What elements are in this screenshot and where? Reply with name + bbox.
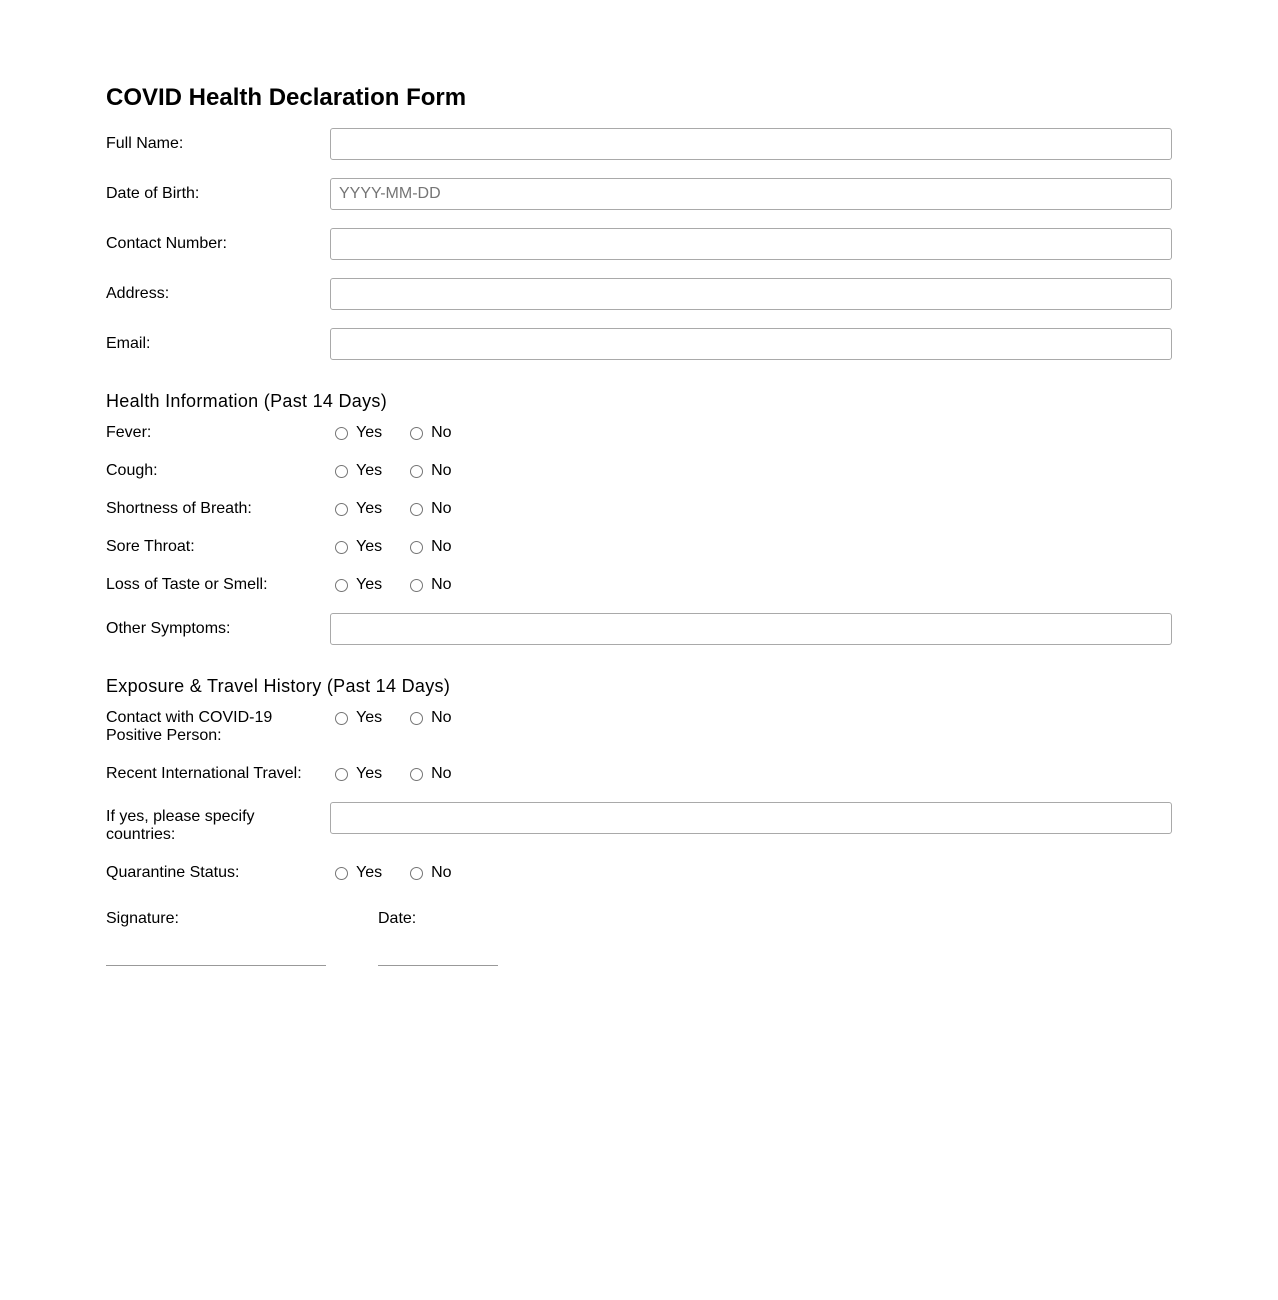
address-label: Address: <box>106 285 170 302</box>
covid-contact-row <box>106 709 1172 745</box>
signature-line[interactable] <box>106 965 326 966</box>
health-section-heading: Health Information (Past 14 Days) <box>106 391 388 411</box>
sore-throat-label: Sore Throat: <box>106 538 195 555</box>
sore-throat-row <box>106 538 1172 556</box>
option-label: No <box>431 538 452 555</box>
sore-throat-no-option[interactable] <box>410 538 451 556</box>
dob-row <box>106 178 1172 210</box>
label-line: countries: <box>106 826 176 843</box>
option-label: No <box>431 576 452 593</box>
loss-of-taste-label: Loss of Taste or Smell: <box>106 576 268 593</box>
address-input[interactable] <box>330 278 1172 310</box>
international-travel-no-option[interactable] <box>410 765 451 783</box>
option-label: Yes <box>356 709 383 726</box>
radio-button[interactable] <box>335 768 348 781</box>
radio-button[interactable] <box>335 579 348 592</box>
radio-button[interactable] <box>410 503 423 516</box>
cough-label: Cough: <box>106 462 158 479</box>
quarantine-row <box>106 864 1172 882</box>
covid-contact-label <box>106 709 330 745</box>
international-travel-radio-group <box>335 765 480 783</box>
email-row <box>106 328 1172 360</box>
option-label: Yes <box>356 462 383 479</box>
radio-button[interactable] <box>410 867 423 880</box>
dob-label: Date of Birth: <box>106 185 200 202</box>
radio-button[interactable] <box>410 712 423 725</box>
sore-throat-yes-option[interactable] <box>335 538 382 556</box>
email-label: Email: <box>106 335 151 352</box>
radio-button[interactable] <box>335 465 348 478</box>
contact-number-label: Contact Number: <box>106 235 227 252</box>
shortness-of-breath-label: Shortness of Breath: <box>106 500 252 517</box>
shortness-of-breath-no-option[interactable] <box>410 500 451 518</box>
quarantine-label: Quarantine Status: <box>106 864 240 881</box>
cough-no-option[interactable] <box>410 462 451 480</box>
date-label: Date: <box>378 910 417 927</box>
radio-button[interactable] <box>335 541 348 554</box>
option-label: No <box>431 462 452 479</box>
option-label: Yes <box>356 864 383 881</box>
option-label: Yes <box>356 500 383 517</box>
shortness-of-breath-radio-group <box>335 500 480 518</box>
full-name-label: Full Name: <box>106 135 184 152</box>
option-label: Yes <box>356 538 383 555</box>
fever-no-option[interactable] <box>410 424 451 442</box>
option-label: No <box>431 765 452 782</box>
international-travel-yes-option[interactable] <box>335 765 382 783</box>
quarantine-radio-group <box>335 864 480 882</box>
contact-number-input[interactable] <box>330 228 1172 260</box>
radio-button[interactable] <box>335 503 348 516</box>
quarantine-yes-option[interactable] <box>335 864 382 882</box>
email-input[interactable] <box>330 328 1172 360</box>
label-line: Contact with COVID-19 <box>106 709 273 726</box>
full-name-row <box>106 128 1172 160</box>
covid-contact-yes-option[interactable] <box>335 709 382 727</box>
health-declaration-form <box>106 84 1172 927</box>
fever-yes-option[interactable] <box>335 424 382 442</box>
loss-of-taste-no-option[interactable] <box>410 576 451 594</box>
radio-button[interactable] <box>335 427 348 440</box>
date-line[interactable] <box>378 965 498 966</box>
full-name-input[interactable] <box>330 128 1172 160</box>
international-travel-label: Recent International Travel: <box>106 765 302 782</box>
other-symptoms-row <box>106 613 1172 645</box>
option-label: No <box>431 709 452 726</box>
radio-button[interactable] <box>410 768 423 781</box>
countries-label <box>106 808 330 844</box>
radio-button[interactable] <box>335 712 348 725</box>
dob-input[interactable] <box>330 178 1172 210</box>
loss-of-taste-row <box>106 576 1172 594</box>
shortness-of-breath-row <box>106 500 1172 518</box>
option-label: Yes <box>356 765 383 782</box>
covid-contact-radio-group <box>335 709 480 727</box>
radio-button[interactable] <box>410 427 423 440</box>
radio-button[interactable] <box>335 867 348 880</box>
other-symptoms-label: Other Symptoms: <box>106 620 231 637</box>
loss-of-taste-radio-group <box>335 576 480 594</box>
fever-label: Fever: <box>106 424 152 441</box>
shortness-of-breath-yes-option[interactable] <box>335 500 382 518</box>
cough-radio-group <box>335 462 480 480</box>
sore-throat-radio-group <box>335 538 480 556</box>
cough-yes-option[interactable] <box>335 462 382 480</box>
covid-contact-no-option[interactable] <box>410 709 451 727</box>
signature-label: Signature: <box>106 910 179 927</box>
address-row <box>106 278 1172 310</box>
contact-number-row <box>106 228 1172 260</box>
exposure-section-heading: Exposure & Travel History (Past 14 Days) <box>106 676 451 696</box>
radio-button[interactable] <box>410 465 423 478</box>
cough-row <box>106 462 1172 480</box>
option-label: No <box>431 864 452 881</box>
option-label: No <box>431 500 452 517</box>
international-travel-row <box>106 765 1172 783</box>
loss-of-taste-yes-option[interactable] <box>335 576 382 594</box>
option-label: Yes <box>356 576 383 593</box>
fever-radio-group <box>335 424 480 442</box>
countries-row <box>106 802 1172 844</box>
label-line: If yes, please specify <box>106 808 255 825</box>
radio-button[interactable] <box>410 541 423 554</box>
fever-row <box>106 424 1172 442</box>
label-line: Positive Person: <box>106 727 222 744</box>
countries-input[interactable] <box>330 802 1172 834</box>
page-title: COVID Health Declaration Form <box>106 84 467 111</box>
option-label: Yes <box>356 424 383 441</box>
radio-button[interactable] <box>410 579 423 592</box>
option-label: No <box>431 424 452 441</box>
other-symptoms-input[interactable] <box>330 613 1172 645</box>
quarantine-no-option[interactable] <box>410 864 451 882</box>
